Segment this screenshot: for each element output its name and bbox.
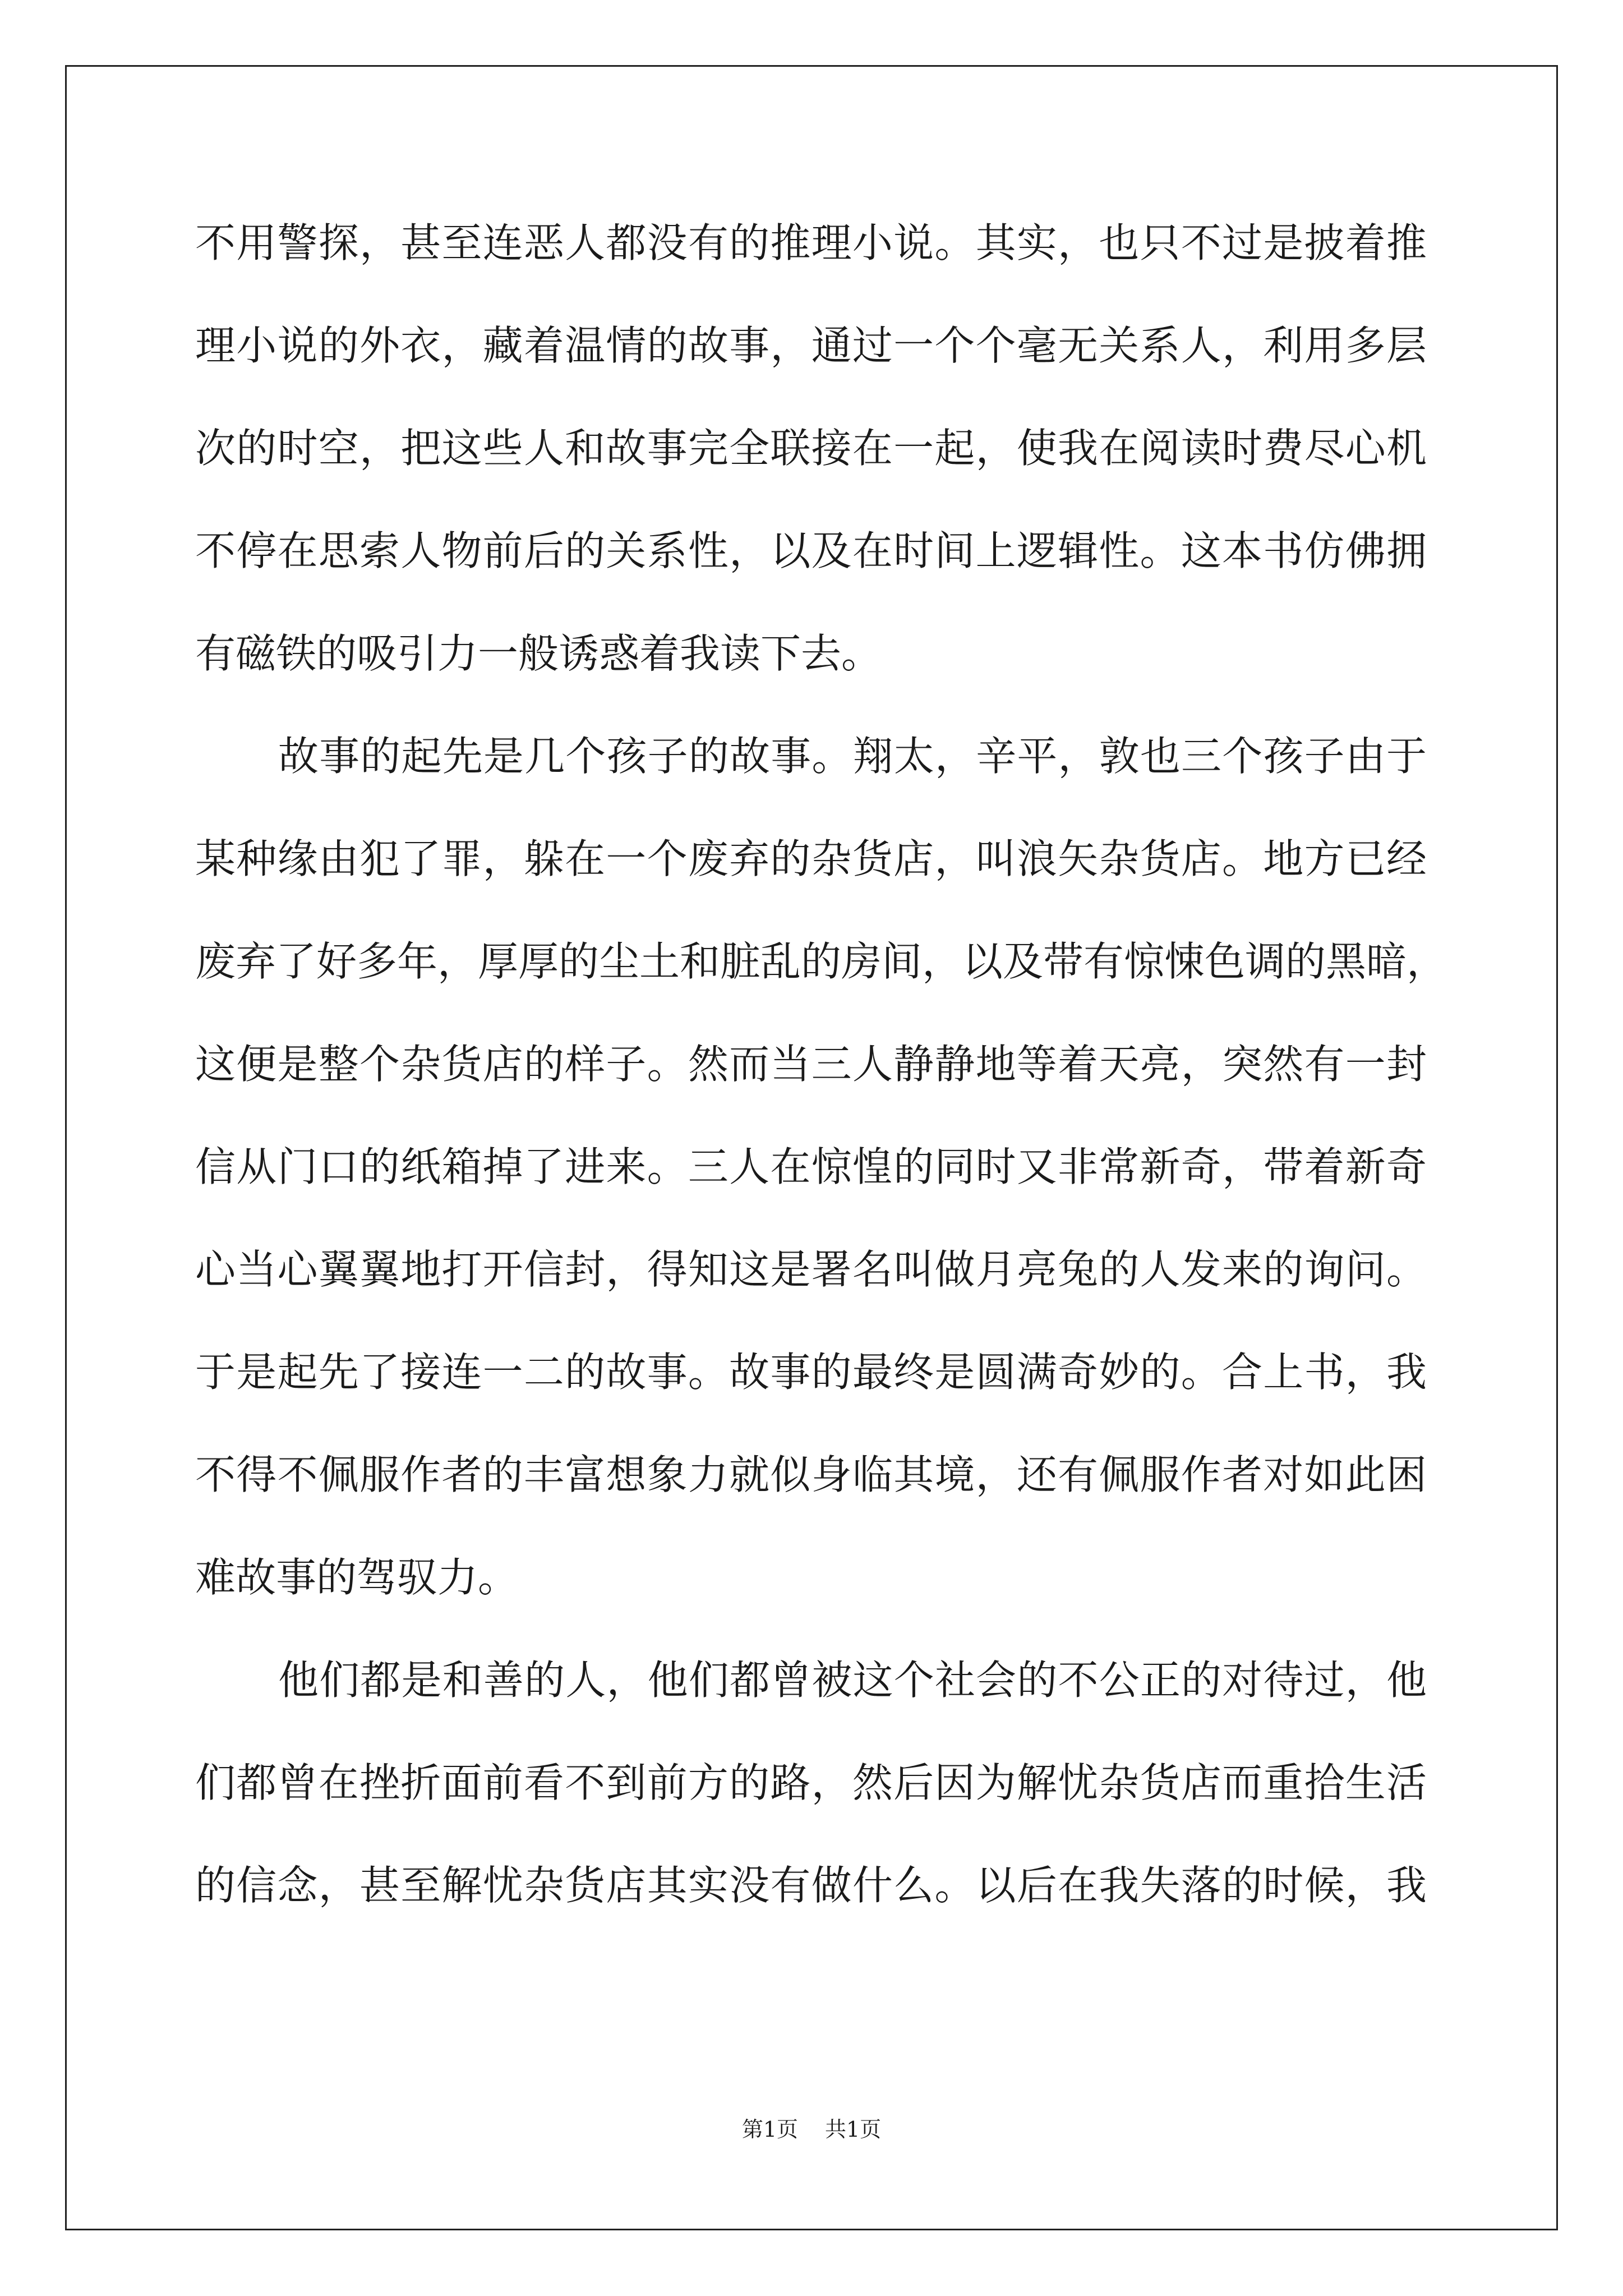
text-line: 次的时空，把这些人和故事完全联接在一起，使我在阅读时费尽心机 <box>195 425 1427 472</box>
text-line: 理小说的外衣，藏着温情的故事，通过一个个毫无关系人，利用多层 <box>195 322 1427 369</box>
document-body <box>195 216 1447 1961</box>
text-line: 某种缘由犯了罪，躲在一个废弃的杂货店，叫浪矢杂货店。地方已经 <box>195 835 1427 882</box>
text-line: 这便是整个杂货店的样子。然而当三人静静地等着天亮，突然有一封 <box>195 1041 1427 1088</box>
text-line: 难故事的驾驭力。 <box>195 1554 519 1601</box>
text-line: 不得不佩服作者的丰富想象力就似身临其境，还有佩服作者对如此困 <box>195 1451 1427 1498</box>
text-line: 不用警探，甚至连恶人都没有的推理小说。其实，也只不过是披着推 <box>195 219 1427 266</box>
text-line: 心当心翼翼地打开信封，得知这是署名叫做月亮兔的人发来的询问。 <box>195 1246 1427 1293</box>
text-line: 于是起先了接连一二的故事。故事的最终是圆满奇妙的。合上书，我 <box>195 1349 1427 1396</box>
text-line: 信从门口的纸箱掉了进来。三人在惊惶的同时又非常新奇，带着新奇 <box>195 1143 1427 1190</box>
text-line: 的信念，甚至解忧杂货店其实没有做什么。以后在我失落的时候，我 <box>195 1862 1427 1909</box>
text-line: 他们都是和善的人，他们都曾被这个社会的不公正的对待过，他 <box>278 1657 1427 1704</box>
page-number: 第1页 <box>741 2117 798 2142</box>
text-line: 们都曾在挫折面前看不到前方的路，然后因为解忧杂货店而重拾生活 <box>195 1759 1427 1806</box>
text-line: 不停在思索人物前后的关系性，以及在时间上逻辑性。这本书仿佛拥 <box>195 527 1427 574</box>
text-line: 故事的起先是几个孩子的故事。翔太，辛平，敦也三个孩子由于 <box>278 733 1427 780</box>
page-footer <box>0 2116 1623 2143</box>
text-line: 有磁铁的吸引力一般诱惑着我读下去。 <box>195 630 882 677</box>
text-line: 废弃了好多年，厚厚的尘土和脏乱的房间，以及带有惊悚色调的黑暗， <box>195 938 1447 985</box>
page-total: 共1页 <box>825 2117 882 2142</box>
